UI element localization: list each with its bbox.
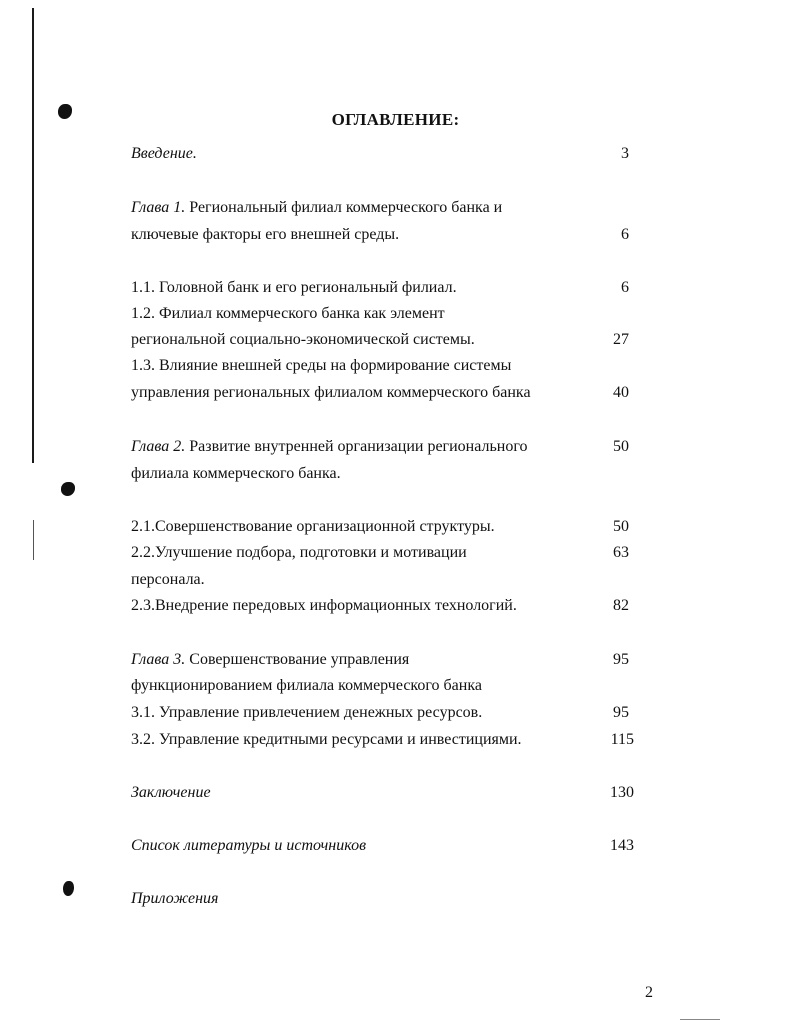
toc-entry-3-2: 3.2. Управление кредитными ресурсами и инвестициями. xyxy=(131,731,522,748)
toc-entry-chapter-3 xyxy=(131,651,409,669)
page-title: ОГЛАВЛЕНИЕ: xyxy=(331,110,460,129)
toc-entry-intro xyxy=(131,145,197,163)
toc-entry-1-2: 1.2. Филиал коммерческого банка как элемент xyxy=(131,305,445,322)
punch-hole-mark xyxy=(63,881,74,896)
toc-entry-chapter-3-cont: функционированием филиала коммерческого банка xyxy=(131,677,482,694)
chapter-title: Совершенствование управления xyxy=(189,651,410,668)
toc-entry-conclusion xyxy=(131,784,211,802)
toc-page-number: 6 xyxy=(621,226,629,243)
toc-entry-chapter-2 xyxy=(131,438,528,456)
toc-page-number: 27 xyxy=(613,331,629,348)
toc-page-number: 82 xyxy=(613,597,629,614)
toc-entry-1-2-cont: региональной социально-экономической системы. xyxy=(131,331,475,348)
toc-label: Введение. xyxy=(131,145,197,162)
toc-entry-2-3: 2.3.Внедрение передовых информационных технологий. xyxy=(131,597,517,614)
toc-entry-chapter-2-cont: филиала коммерческого банка. xyxy=(131,465,341,482)
toc-label: Заключение xyxy=(131,784,211,801)
toc-entry-2-2-cont: персонала. xyxy=(131,571,205,588)
chapter-lead: Глава 1. xyxy=(131,199,186,216)
toc-page-number: 95 xyxy=(613,704,629,721)
toc-entry-3-1: 3.1. Управление привлечением денежных ресурсов. xyxy=(131,704,483,721)
toc-page-number: 40 xyxy=(613,384,629,401)
chapter-title: Региональный филиал коммерческого банка и xyxy=(189,199,503,216)
scan-edge-line xyxy=(32,8,34,463)
toc-entry-1-1: 1.1. Головной банк и его региональный филиал. xyxy=(131,279,457,296)
toc-entry-chapter-1-cont: ключевые факторы его внешней среды. xyxy=(131,226,400,243)
page-number: 2 xyxy=(645,984,653,1001)
toc-label: Список литературы и источников xyxy=(131,837,367,854)
toc-page-number: 130 xyxy=(610,784,634,801)
toc-page-number: 3 xyxy=(621,145,629,162)
toc-entry-1-3: 1.3. Влияние внешней среды на формирование системы xyxy=(131,357,512,374)
toc-page-number: 95 xyxy=(613,651,629,668)
toc-label: Приложения xyxy=(131,890,219,907)
toc-page-number: 50 xyxy=(613,438,629,455)
scan-edge-line xyxy=(33,520,34,560)
toc-entry-references xyxy=(131,837,366,855)
toc-entry-2-1: 2.1.Совершенствование организационной структуры. xyxy=(131,518,495,535)
toc-page-number: 143 xyxy=(610,837,634,854)
chapter-lead: Глава 3. xyxy=(131,651,186,668)
toc-page-number: 6 xyxy=(621,279,629,296)
divider xyxy=(680,1019,720,1020)
toc-entry-chapter-1 xyxy=(131,199,502,217)
chapter-lead: Глава 2. xyxy=(131,438,186,455)
toc-page-number: 115 xyxy=(610,731,634,748)
toc-page-number: 50 xyxy=(613,518,629,535)
toc-entry-appendix xyxy=(131,890,218,908)
toc-page-number: 63 xyxy=(613,544,629,561)
punch-hole-mark xyxy=(61,482,75,496)
chapter-title: Развитие внутренней организации регионального xyxy=(189,438,528,455)
toc-entry-1-3-cont: управления региональных филиалом коммерческого банка xyxy=(131,384,531,401)
toc-entry-2-2: 2.2.Улучшение подбора, подготовки и мотивации xyxy=(131,544,467,561)
